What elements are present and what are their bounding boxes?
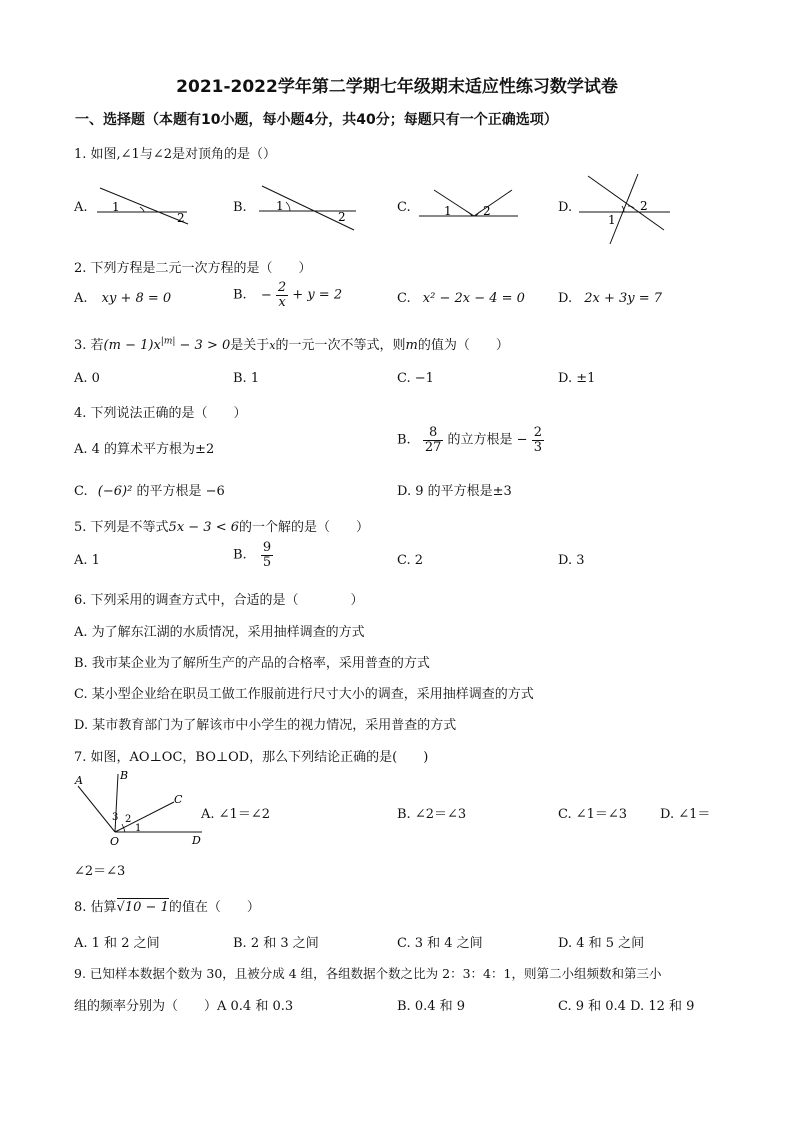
q3-option-c: C. −1 xyxy=(397,371,434,386)
question-6-stem: 6. 下列采用的调查方式中，合适的是（ ） xyxy=(74,593,364,608)
q5-option-b-num: 9 xyxy=(262,540,272,555)
question-7-stem: 7. 如图，AO⊥OC，BO⊥OD，那么下列结论正确的是( ) xyxy=(74,750,429,765)
q4-option-d: D. 9 的平方根是±3 xyxy=(397,484,512,499)
question-5-stem xyxy=(74,516,369,535)
q8-stem-post: 的值在（ ） xyxy=(168,900,260,915)
question-9-line-2: 组的频率分别为（ ）A 0.4 和 0.3 xyxy=(74,999,294,1014)
q5-option-b xyxy=(233,541,273,569)
q4-option-b-den-1: 27 xyxy=(424,439,442,455)
q7-label-a: A xyxy=(75,774,83,787)
q1a-label-1: 1 xyxy=(112,200,120,214)
q4-option-a: A. 4 的算术平方根为±2 xyxy=(74,442,215,457)
q7-option-b: B. ∠2＝∠3 xyxy=(397,807,467,822)
q4-option-b-fraction-1 xyxy=(423,426,444,454)
q7-label-o: O xyxy=(110,835,120,848)
q3-var-x: x xyxy=(269,339,276,352)
q5-option-d: D. 3 xyxy=(558,553,585,568)
q7-option-a: A. ∠1＝∠2 xyxy=(201,807,270,822)
q6-option-d: D. 某市教育部门为了解该市中小学生的视力情况，采用普查的方式 xyxy=(74,718,457,733)
q9-option-b: B. 0.4 和 9 xyxy=(397,999,466,1014)
q4-option-c-expr: (−6)² xyxy=(97,484,133,499)
q3-expr-sup: |m| xyxy=(160,336,176,347)
q2-option-b-fraction xyxy=(276,281,288,309)
q2-option-d-expr: 2x + 3y = 7 xyxy=(584,291,663,306)
q2-option-c xyxy=(397,291,525,306)
q3-stem-mid2: 的一元一次不等式，则 xyxy=(275,338,406,353)
q6-option-a: A. 为了解东江湖的水质情况，采用抽样调查的方式 xyxy=(74,625,365,640)
q7-option-c: C. ∠1＝∠3 xyxy=(558,807,628,822)
q7-label-c: C xyxy=(174,793,183,806)
q2-option-a-label: A. xyxy=(74,291,88,306)
q2-option-c-label: C. xyxy=(397,291,411,306)
q1-option-b-label: B. xyxy=(233,200,247,215)
q3-expr-tail: − 3 > 0 xyxy=(175,338,231,353)
question-9-line-1: 9. 已知样本数据个数为 30，且被分成 4 组，各组数据个数之比为 2：3：4：1，则第二小组频数和第三小 xyxy=(74,966,662,981)
q2-option-b-rest: + y = 2 xyxy=(292,287,343,303)
q4-option-c xyxy=(74,480,225,499)
q8-option-c: C. 3 和 4 之间 xyxy=(397,936,483,951)
q5-option-b-label: B. xyxy=(233,547,247,563)
q2-option-b-numerator: 2 xyxy=(277,280,287,295)
q9-option-c-d: C. 9 和 0.4 D. 12 和 9 xyxy=(558,999,695,1014)
q1c-label-1: 1 xyxy=(444,204,452,218)
q3-stem-mid: 是关于 xyxy=(230,338,270,353)
q7-option-d-continued: ∠2＝∠3 xyxy=(74,864,126,879)
q1-option-a-label: A. xyxy=(74,200,88,215)
q1d-label-1: 1 xyxy=(608,213,616,227)
q4-option-b-num-2: 2 xyxy=(533,425,542,440)
q1-figure-a xyxy=(92,180,192,228)
q5-option-a: A. 1 xyxy=(74,553,100,568)
question-8-stem xyxy=(74,896,260,915)
q2-option-d xyxy=(558,291,662,306)
q4-option-b-mid: 的立方根是 xyxy=(447,432,513,448)
q4-option-b-label: B. xyxy=(397,432,411,448)
question-3-stem xyxy=(74,334,509,353)
q3-stem-post: 的值为（ ） xyxy=(417,338,509,353)
q1-option-d-label: D. xyxy=(558,200,573,215)
q8-expr: √10 − 1 xyxy=(116,900,169,915)
q4-option-b-fraction-2 xyxy=(532,426,544,454)
q5-stem-pre: 5. 下列是不等式 xyxy=(74,520,169,535)
q7-label-1: 1 xyxy=(135,823,142,834)
q8-option-a: A. 1 和 2 之间 xyxy=(74,936,160,951)
q3-option-b: B. 1 xyxy=(233,371,260,386)
q2-option-b xyxy=(233,281,342,309)
page-title: 2021-2022学年第二学期七年级期末适应性练习数学试卷 xyxy=(176,77,618,97)
q1-option-c-label: C. xyxy=(397,200,411,215)
q2-option-c-expr: x² − 2x − 4 = 0 xyxy=(422,291,525,306)
q1c-label-2: 2 xyxy=(483,204,491,218)
q4-option-b-num-1: 8 xyxy=(423,426,444,441)
q4-option-c-label: C. xyxy=(74,484,88,499)
q1b-label-1: 1 xyxy=(276,199,284,213)
q6-option-b: B. 我市某企业为了解所生产的产品的合格率，采用普查的方式 xyxy=(74,656,430,671)
q5-option-b-fraction xyxy=(261,541,273,569)
q7-option-d: D. ∠1＝ xyxy=(660,807,711,822)
q2-option-d-label: D. xyxy=(558,291,573,306)
q5-option-c: C. 2 xyxy=(397,553,424,568)
q7-figure xyxy=(70,768,210,848)
q7-label-2: 2 xyxy=(125,814,132,825)
q7-label-3: 3 xyxy=(112,812,119,823)
question-1-stem: 1. 如图,∠1与∠2是对顶角的是（） xyxy=(74,147,276,162)
q3-expr: (m − 1)x xyxy=(103,338,161,353)
q4-option-b-minus: − xyxy=(516,432,528,448)
q7-label-d: D xyxy=(192,834,201,847)
q3-option-a: A. 0 xyxy=(74,371,100,386)
q8-option-b: B. 2 和 3 之间 xyxy=(233,936,319,951)
q4-option-b-den-2: 3 xyxy=(533,439,542,455)
q3-option-d: D. ±1 xyxy=(558,371,596,386)
q2-option-a-expr: xy + 8 = 0 xyxy=(101,291,172,306)
q4-option-c-rest: 的平方根是 −6 xyxy=(136,484,225,499)
q1-figure-b xyxy=(254,180,364,232)
q3-stem-pre: 3. 若 xyxy=(74,338,104,353)
q5-expr: 5x − 3 < 6 xyxy=(168,520,240,535)
q7-label-b: B xyxy=(120,769,129,782)
q1a-label-2: 2 xyxy=(177,211,185,225)
q2-option-b-label: B. xyxy=(233,287,247,303)
q3-var-m: m xyxy=(405,338,418,353)
question-2-stem: 2. 下列方程是二元一次方程的是（ ） xyxy=(74,261,312,276)
q1-figure-d xyxy=(576,170,676,246)
q8-option-d: D. 4 和 5 之间 xyxy=(558,936,645,951)
q6-option-c: C. 某小型企业给在职员工做工作服前进行尺寸大小的调查，采用抽样调查的方式 xyxy=(74,687,534,702)
q4-option-b xyxy=(397,426,544,454)
q1b-label-2: 2 xyxy=(338,210,346,224)
q2-option-a xyxy=(74,291,171,306)
q5-stem-post: 的一个解的是（ ） xyxy=(239,520,370,535)
question-4-stem: 4. 下列说法正确的是（ ） xyxy=(74,406,247,421)
q8-stem-pre: 8. 估算 xyxy=(74,900,117,915)
section-heading: 一、选择题（本题有10小题，每小题4分，共40分；每题只有一个正确选项） xyxy=(75,112,558,128)
q2-option-b-minus: − xyxy=(260,287,272,303)
q1d-label-2: 2 xyxy=(640,199,648,213)
q1-figure-c xyxy=(414,182,524,222)
q2-option-b-denominator: x xyxy=(278,294,286,310)
q5-option-b-den: 5 xyxy=(262,554,272,570)
